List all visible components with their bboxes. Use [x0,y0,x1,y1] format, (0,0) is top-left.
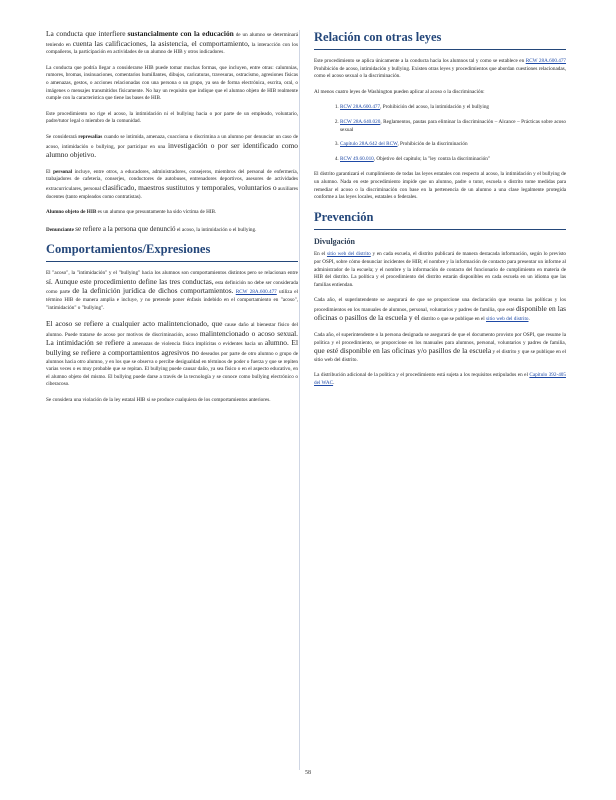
compliance-paragraph: El distrito garantizará el cumplimiento de todas las leyes estatales con respecto al acoso, la intimidación y el bullying de un alumno. Nada en este procedimiento impide que un alumno, padre o tutor, escuela o distrito tome medidas para remediar el acoso o la discriminación con base en la pertenencia de un alumno a una clase legalmente protegida conforme a las leyes locales, estatales o federales. [314,171,566,201]
list-item: 2. RCW 28A.640.020, Reglamentos, pautas para eliminar la discriminación – Alcance – Prácticas sobre acoso sexual [340,119,566,134]
rcw-link[interactable]: RCW 28A.600.477 [235,289,277,296]
left-column [46,30,298,413]
list-item: 4. RCW 49.60.010, Objetivo del capítulo; la "ley contra la discriminación" [340,156,566,164]
section-heading-comportamientos: Comportamientos/Expresiones [46,242,211,257]
district-website-link[interactable]: sitio web del distrito [326,251,371,258]
annual-summary-paragraph: Cada año, el superintendente se asegurará de que se proporcione una declaración que resuma las políticas y los procedimientos en los manuales de alumnos, personal, voluntarios y padres de familia, que esté disponible en las oficinas o pasillos de la escuela y el distrito o que se publique en el sitio web del distrito. [314,297,566,323]
definitions-paragraph: El acoso se refiere a cualquier acto malintencionado, que cause daño al bienestar físico del alumno. Puede tratarse de acoso por motivos de discriminación, acoso malintencionado o acoso sexual. La intimidación se refiere a amenazas de violencia física implícitas o evidentes hacia un alumno. El bullying se refiere a comportamientos agresivos no deseados por parte de otro alumno o grupo de alumnos hacia otro alumno, y en los que se observa o percibe desigualdad en términos de poder o fuerza y que se repiten varias veces o es muy probable que se repitan. El bullying puede causar daño, ya sea físico o en el aspecto educativo, en el alumno objeto del mismo. El bullying puede darse a través de la tecnología y se conoce como bullying electrónico o ciberacoso. [46,319,299,388]
laws-list [314,104,566,163]
laws-intro-paragraph: Este procedimiento se aplica únicamente a la conducta hacia los alumnos tal y como se establece en RCW 28A.600.477 Prohibición de acoso, intimidación y bullying. Existen otras leyes y procedimientos que abordan cuestiones relacionadas, como el acoso sexual o la discriminación. [314,58,567,80]
section-heading-relacion: Relación con otras leyes [314,30,442,44]
district-website-link[interactable]: sitio web del distrito [485,316,529,323]
target-student-paragraph: Alumno objeto de HIB es un alumno que presuntamente ha sido víctima de HIB. [46,209,217,216]
violation-paragraph: Se considera una violación de la ley estatal HIB si se produce cualquiera de los comportamientos anteriores. [46,397,271,403]
law-link[interactable]: Capítulo 28A.642 del RCW [340,141,398,148]
reporter-paragraph: Denunciante se refiere a la persona que denunció el acoso, la intimidación o el bullying. [46,224,257,233]
list-item: 1. RCW 28A.600.477, Prohibición del acoso, la intimidación y el bullying [340,104,566,112]
retaliation-term: represalias [78,133,103,140]
subheading-divulgacion: Divulgación [314,236,355,246]
rcw-link[interactable]: RCW 28A.600.477 [525,58,567,64]
right-column [314,30,566,396]
page-number: 58 [305,770,311,776]
disclosure-paragraph: En el sitio web del distrito y en cada escuela, el distrito publicará de manera destacada información, según lo previsto por OSPI, sobre cómo denunciar incidentes de HIB; el nombre y la información de contacto para presentar un informe al administrador de la escuela; y el nombre y la información de contacto del funcionario de cumplimiento en materia de HIB del distrito. La política y el procedimiento del distrito estarán disponibles en cada escuela en un idioma que las familias entiendan. [314,251,567,288]
law-link[interactable]: RCW 28A.600.477 [340,104,381,111]
four-laws-paragraph: Al menos cuatro leyes de Washington pueden aplicar al acoso o la discriminación: [314,88,485,95]
distribution-paragraph: La distribución adicional de la política y el procedimiento está sujeta a los requisitos estipulados en el Capítulo 392-405 del WAC. [314,372,566,387]
law-link[interactable]: RCW 49.60.010 [340,155,374,162]
intro-bold-term: sustancialmente con la educación [127,29,234,38]
list-item: 3. Capítulo 28A.642 del RCW, Prohibición de la discriminación [340,141,566,149]
target-student-term: Alumno objeto de HIB [46,209,97,216]
retaliation-paragraph: Se considerará represalias cuando se intimida, amenaza, coacciona o discrimina a un alumno por denunciar un caso de acoso, intimidación o bullying, por participar en una investigación o por ser identificado como alumno objetivo. [46,133,299,160]
heading-rule [314,229,566,230]
wac-link[interactable]: Capítulo 392-405 del WAC [314,372,566,387]
heading-rule [46,261,298,262]
section-heading-prevencion: Prevención [314,209,374,224]
scope-paragraph: Este procedimiento no rige el acoso, la intimidación ni el bullying hacia o por parte de un empleado, voluntario, padre/tutor legal o miembro de la comunidad. [46,110,298,125]
heading-rule [314,49,566,50]
behaviors-paragraph: El "acoso", la "intimidación" y el "bullying" hacia los alumnos son comportamientos distintos pero se relacionan entre sí. Aunque este procedimiento define las tres conductas, esta definición no debe ser considerada como parte de la definición jurídica de dichos comportamientos. RCW 28A.600.477 utiliza el término HIB de manera amplia e incluye, y no pretende poner énfasis indebido en el comportamiento en "acoso", "intimidación" o "bullying". [46,270,299,311]
column-divider [299,30,300,770]
law-link[interactable]: RCW 28A.640.020 [340,118,381,125]
reporter-term: Denunciante [46,226,74,233]
ospi-summary-paragraph: Cada año, el superintendente o la persona designada se asegurará de que el documento provisto por OSPI, que resume la política y el procedimiento, se proporcione en los manuales para alumnos, personal, voluntarios y padres de familia, que esté disponible en las oficinas y/o pasillos de la escuela y el distrito y que se publique en el sitio web del distrito. [314,332,566,363]
forms-paragraph: La conducta que podría llegar a considerarse HIB puede tomar muchas formas, que incluyen, entre otras: calumnias, rumores, bromas, insinuaciones, comentarios humillantes, dibujos, caricaturas, travesuras, ostracismo, agresiones físicas o amenazas, gestos, o acciones relacionadas con una persona o un grupo, ya sea de forma electrónica, escrita, oral, o imágenes o mensajes transmitidos físicamente. No hay un requisito que indique que el alumno objeto de HIB realmente cumple con la característica que tiene las bases de HIB. [46,64,298,102]
intro-paragraph: La conducta que interfiere sustancialmente con la educación de un alumno se determinará teniendo en cuenta las calificaciones, la asistencia, el comportamiento, la interacción con los compañeros, la participación en actividades de un alumno de HIB y otros indicadores. [46,29,299,56]
staff-term: personal [53,168,73,175]
staff-paragraph: El personal incluye, entre otros, a educadores, administradores, consejeros, miembros del personal de enfermería, trabajadores de cafetería, conserjes, conductores de autobuses, entrenadores deportivos, asesores de actividades extracurriculares, personal clasificado, maestros sustitutos y temporales, voluntarios o auxiliares docentes (tanto empleados como contratistas). [46,168,298,200]
